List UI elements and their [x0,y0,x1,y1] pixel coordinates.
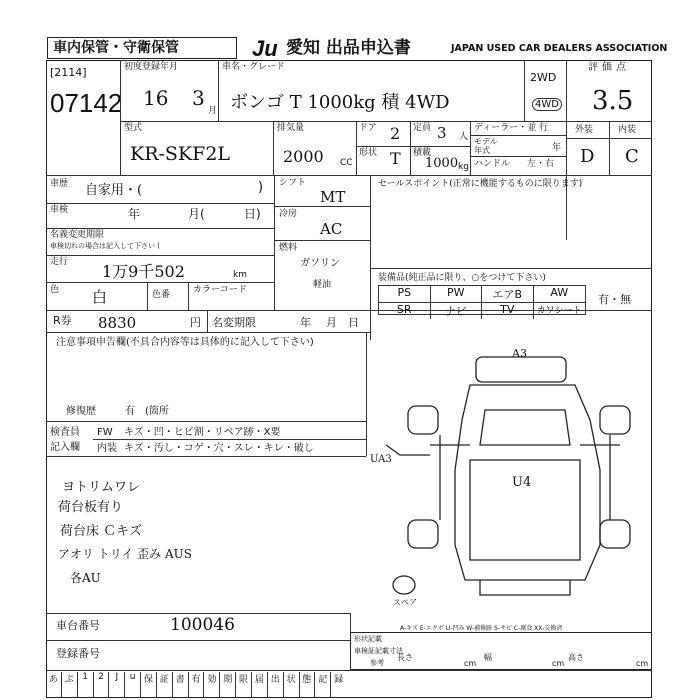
fw-label: FW [97,427,113,438]
history-value: 自家用・( [85,183,143,198]
reg-month: 3 [192,86,205,110]
year-unit: 年 [552,143,562,153]
deadline-label: 名変期限 [212,316,256,329]
mileage-value: 1万9千502 [102,262,185,281]
equip-item: エアB [482,286,534,303]
interior-value: C [625,146,639,167]
deadline-day: 日 [348,316,359,329]
form-title: 愛知 出品申込書 [286,38,411,58]
color-label: 色 [50,285,60,295]
ac-value: AC [320,220,343,238]
note-line: ヨトリムワレ [62,480,141,495]
color-code-label: カラーコード [193,285,248,295]
color-value: 白 [92,288,108,306]
inspection-year: 年 [128,207,141,221]
displacement-value: 2000 [283,147,324,166]
bottom-cell: 記 [315,672,331,698]
form-label: 形状記載 [354,635,382,643]
length-label: 長さ [397,653,413,662]
model-label: 型式 [124,123,143,133]
fw-items: キズ・凹・ヒビ割・リペア跡・X要 [124,427,281,438]
shape-label: 形状 [359,148,378,158]
entry-label: 記入欄 [50,442,80,453]
bottom-strip [46,672,346,698]
ua3-mark: UA3 [370,454,392,465]
spare-label: スペア [393,598,417,607]
note-line: 荷台床 Ｃキズ [60,524,142,539]
interior-insp-label: 内装 [97,443,117,454]
bottom-cell: 状 [284,672,300,698]
association-name: JAPAN USED CAR DEALERS ASSOCIATION [451,43,668,54]
bottom-cell: 録 [334,675,344,685]
exterior-label: 外装 [575,125,594,135]
chassis-value: 100046 [170,615,235,635]
eval-score: 3.5 [592,86,634,116]
shift-value: MT [320,188,346,206]
fuel-extra: 軽油 [313,280,332,290]
a3-mark: A3 [512,347,527,360]
bottom-cell: 態 [300,672,316,698]
width-label: 幅 [484,653,492,662]
eval-label: 評価点 [588,62,630,73]
load-value: 1000 [425,156,459,171]
chassis-label: 車台番号 [56,619,100,632]
shape-value: T [390,149,401,168]
inspection-label: 車検 [50,205,69,215]
equipment-yesno: 有・無 [598,293,631,306]
bottom-cell: u [125,672,141,698]
displacement-label: 排気量 [277,123,305,133]
ju-logo: Ju [252,36,278,61]
bottom-cell: 効 [204,672,220,698]
repair-label: 修復歴 [66,406,96,417]
bottom-cell: 有 [189,672,205,698]
bottom-cell: 期 [220,672,236,698]
drive-label: 2WD [530,71,557,84]
r-unit: 円 [190,316,201,329]
capacity-value: 3 [437,124,447,142]
equip-item: AW [534,286,586,303]
fuel-value: ガソリン [300,258,340,269]
equip-item: SR [379,303,431,319]
deadline-year: 年 [300,316,311,329]
damage-legend: A-キズ E-エクボ U-凹み W-補修跡 S-サビ C-腐食 XX-交換済 [400,625,563,632]
lot-code: [2114] [50,66,87,79]
lot-number: 07142 [50,88,123,118]
load-label: 積載 [413,148,432,158]
rename-note: 車検切れの場合は記入して下さい ( [50,242,160,250]
model-value: KR-SKF2L [130,143,231,165]
bottom-cell: 保 [141,672,157,698]
repair-place: (箇所 [145,406,169,417]
drive-value: 4WD [532,98,562,111]
notes-label: 注意事項申告欄(不具合内容等は具体的に記入して下さい) [56,337,314,348]
bottom-cell: 限 [236,672,252,698]
reg-year: 16 [143,86,169,110]
equip-item: PS [379,286,431,303]
exterior-value: D [580,146,595,167]
height-unit: cm [636,659,649,668]
reg-label: 登録番号 [56,647,100,660]
u4-mark: U4 [512,475,532,490]
width-unit: cm [552,659,565,668]
length-unit: cm [464,659,477,668]
history-close: ) [258,180,264,195]
equipment-label: 装備品(純正品に限り、○をつけて下さい) [378,273,546,283]
deadline-month: 月 [326,316,337,329]
bottom-cell: 1 [78,672,94,698]
color-no-label: 色番 [152,290,171,300]
note-line: 各AU [70,571,101,585]
handle-label: ハンドル [474,159,511,169]
capacity-label: 定員 [413,123,432,133]
capacity-unit: 人 [459,132,469,142]
bottom-cell: 書 [173,672,189,698]
shift-label: シフト [279,178,307,188]
car-name-label: 車名・グレード [222,62,286,72]
handle-options: 左・右 [527,159,555,169]
interior-items: キズ・汚し・コゲ・穴・スレ・キレ・破し [124,443,314,454]
inspection-month: 月( [188,207,205,221]
note-label: 参考 [370,659,384,667]
bottom-cell: 届 [252,672,268,698]
bottom-cell: 出 [268,672,284,698]
ac-label: 冷房 [279,209,298,219]
bottom-cell: J [109,672,125,698]
repair-value: 有 [125,406,135,417]
car-name-value: ボンゴ T 1000kg 積 4WD [230,92,450,113]
bottom-cell: 2 [94,672,110,698]
bottom-cell: ぷ [62,672,78,698]
doors-label: ドア [359,123,377,133]
bottom-cell: 証 [157,672,173,698]
rename-label: 名義変更期限 [50,230,105,240]
sales-label: セールスポイント(正常に機能するものに限ります) [378,179,583,189]
note-line: アオリ トリイ 歪み AUS [58,547,192,561]
first-reg-label: 初度登録年月 [124,62,179,72]
height-label: 高さ [568,653,584,662]
spec-label: 車検証記載寸法 [354,647,403,655]
model-year-label: モデル 年式 [474,137,498,155]
mileage-label: 走行 [50,257,69,267]
storage-label: 車内保管・守衛保管 [53,40,179,56]
equip-item: TV [482,303,534,319]
r-value: 8830 [98,314,137,332]
fuel-label: 燃料 [279,243,298,253]
dealer-label: ディーラー・並 行 [474,123,549,133]
equip-item: カワシート [536,306,582,316]
doors-value: 2 [390,124,401,143]
mileage-unit: km [233,270,247,280]
month-unit: 月 [208,106,218,116]
interior-label: 内装 [618,125,637,135]
note-line: 荷台板有り [58,500,124,515]
bottom-cell: あ [46,672,62,698]
inspection-day: 日) [244,207,261,221]
inspector-label: 検査員 [50,427,80,438]
equip-item: PW [431,286,483,303]
history-label: 車歴 [50,179,69,189]
r-label: R券 [53,314,72,327]
equip-item: ナビ [431,303,483,319]
displacement-unit: CC [340,158,353,168]
load-unit: kg [458,162,469,172]
